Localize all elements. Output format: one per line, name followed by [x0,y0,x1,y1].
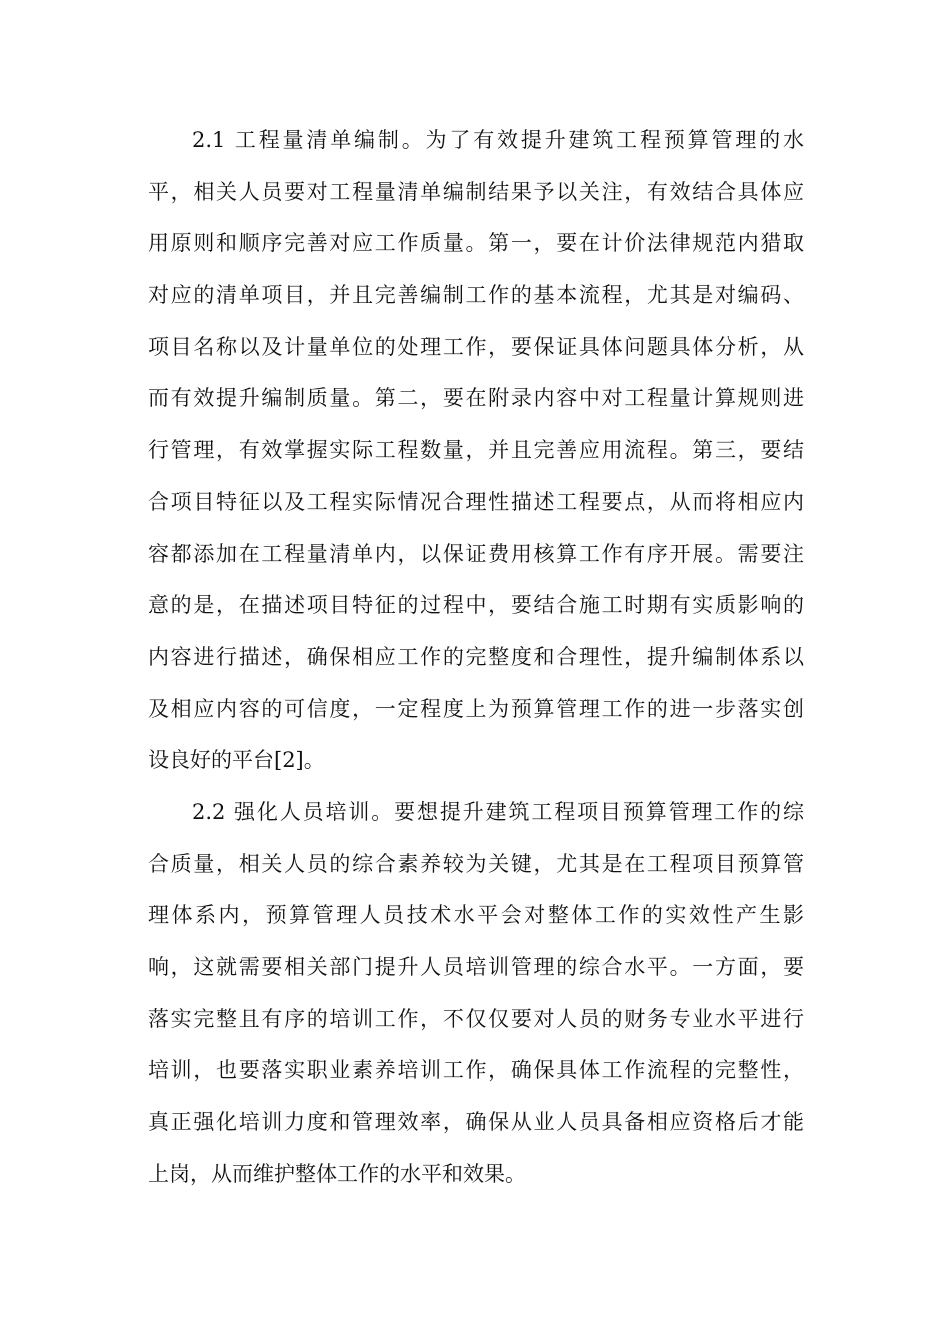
paragraph-line-last: 设良好的平台[2]。 [148,748,325,773]
paragraph-line: 真正强化培训力度和管理效率，确保从业人员具备相应资格后才能 [148,1110,804,1135]
paragraph-2-2 [148,787,804,1201]
paragraph-line: 合质量，相关人员的综合素养较为关键，尤其是在工程项目预算管 [148,851,804,876]
paragraph-line: 对应的清单项目，并且完善编制工作的基本流程，尤其是对编码、 [148,283,804,308]
paragraph-line: 行管理，有效掌握实际工程数量，并且完善应用流程。第三，要结 [148,438,804,463]
paragraph-line: 培训，也要落实职业素养培训工作，确保具体工作流程的完整性， [148,1058,804,1083]
paragraph-line: 意的是，在描述项目特征的过程中，要结合施工时期有实质影响的 [148,593,804,618]
paragraph-2-1 [148,115,804,787]
paragraph-line: 2.1 工程量清单编制。为了有效提升建筑工程预算管理的水 [192,128,804,152]
paragraph-line: 理体系内，预算管理人员技术水平会对整体工作的实效性产生影 [148,903,804,928]
paragraph-line: 内容进行描述，确保相应工作的完整度和合理性，提升编制体系以 [148,644,804,669]
paragraph-line: 用原则和顺序完善对应工作质量。第一，要在计价法律规范内猎取 [148,231,804,256]
document-body [148,115,804,1200]
paragraph-line: 容都添加在工程量清单内，以保证费用核算工作有序开展。需要注 [148,541,804,566]
paragraph-line: 项目名称以及计量单位的处理工作，要保证具体问题具体分析，从 [148,334,804,359]
paragraph-line: 落实完整且有序的培训工作，不仅仅要对人员的财务专业水平进行 [148,1006,804,1031]
paragraph-line: 合项目特征以及工程实际情况合理性描述工程要点，从而将相应内 [148,489,804,514]
paragraph-line: 平，相关人员要对工程量清单编制结果予以关注，有效结合具体应 [148,179,804,204]
paragraph-line: 响，这就需要相关部门提升人员培训管理的综合水平。一方面，要 [148,955,804,979]
paragraph-line: 及相应内容的可信度，一定程度上为预算管理工作的进一步落实创 [148,696,804,721]
paragraph-line-last: 上岗，从而维护整体工作的水平和效果。 [148,1161,526,1186]
paragraph-line: 2.2 强化人员培训。要想提升建筑工程项目预算管理工作的综 [192,799,804,824]
paragraph-line: 而有效提升编制质量。第二，要在附录内容中对工程量计算规则进 [148,386,804,411]
